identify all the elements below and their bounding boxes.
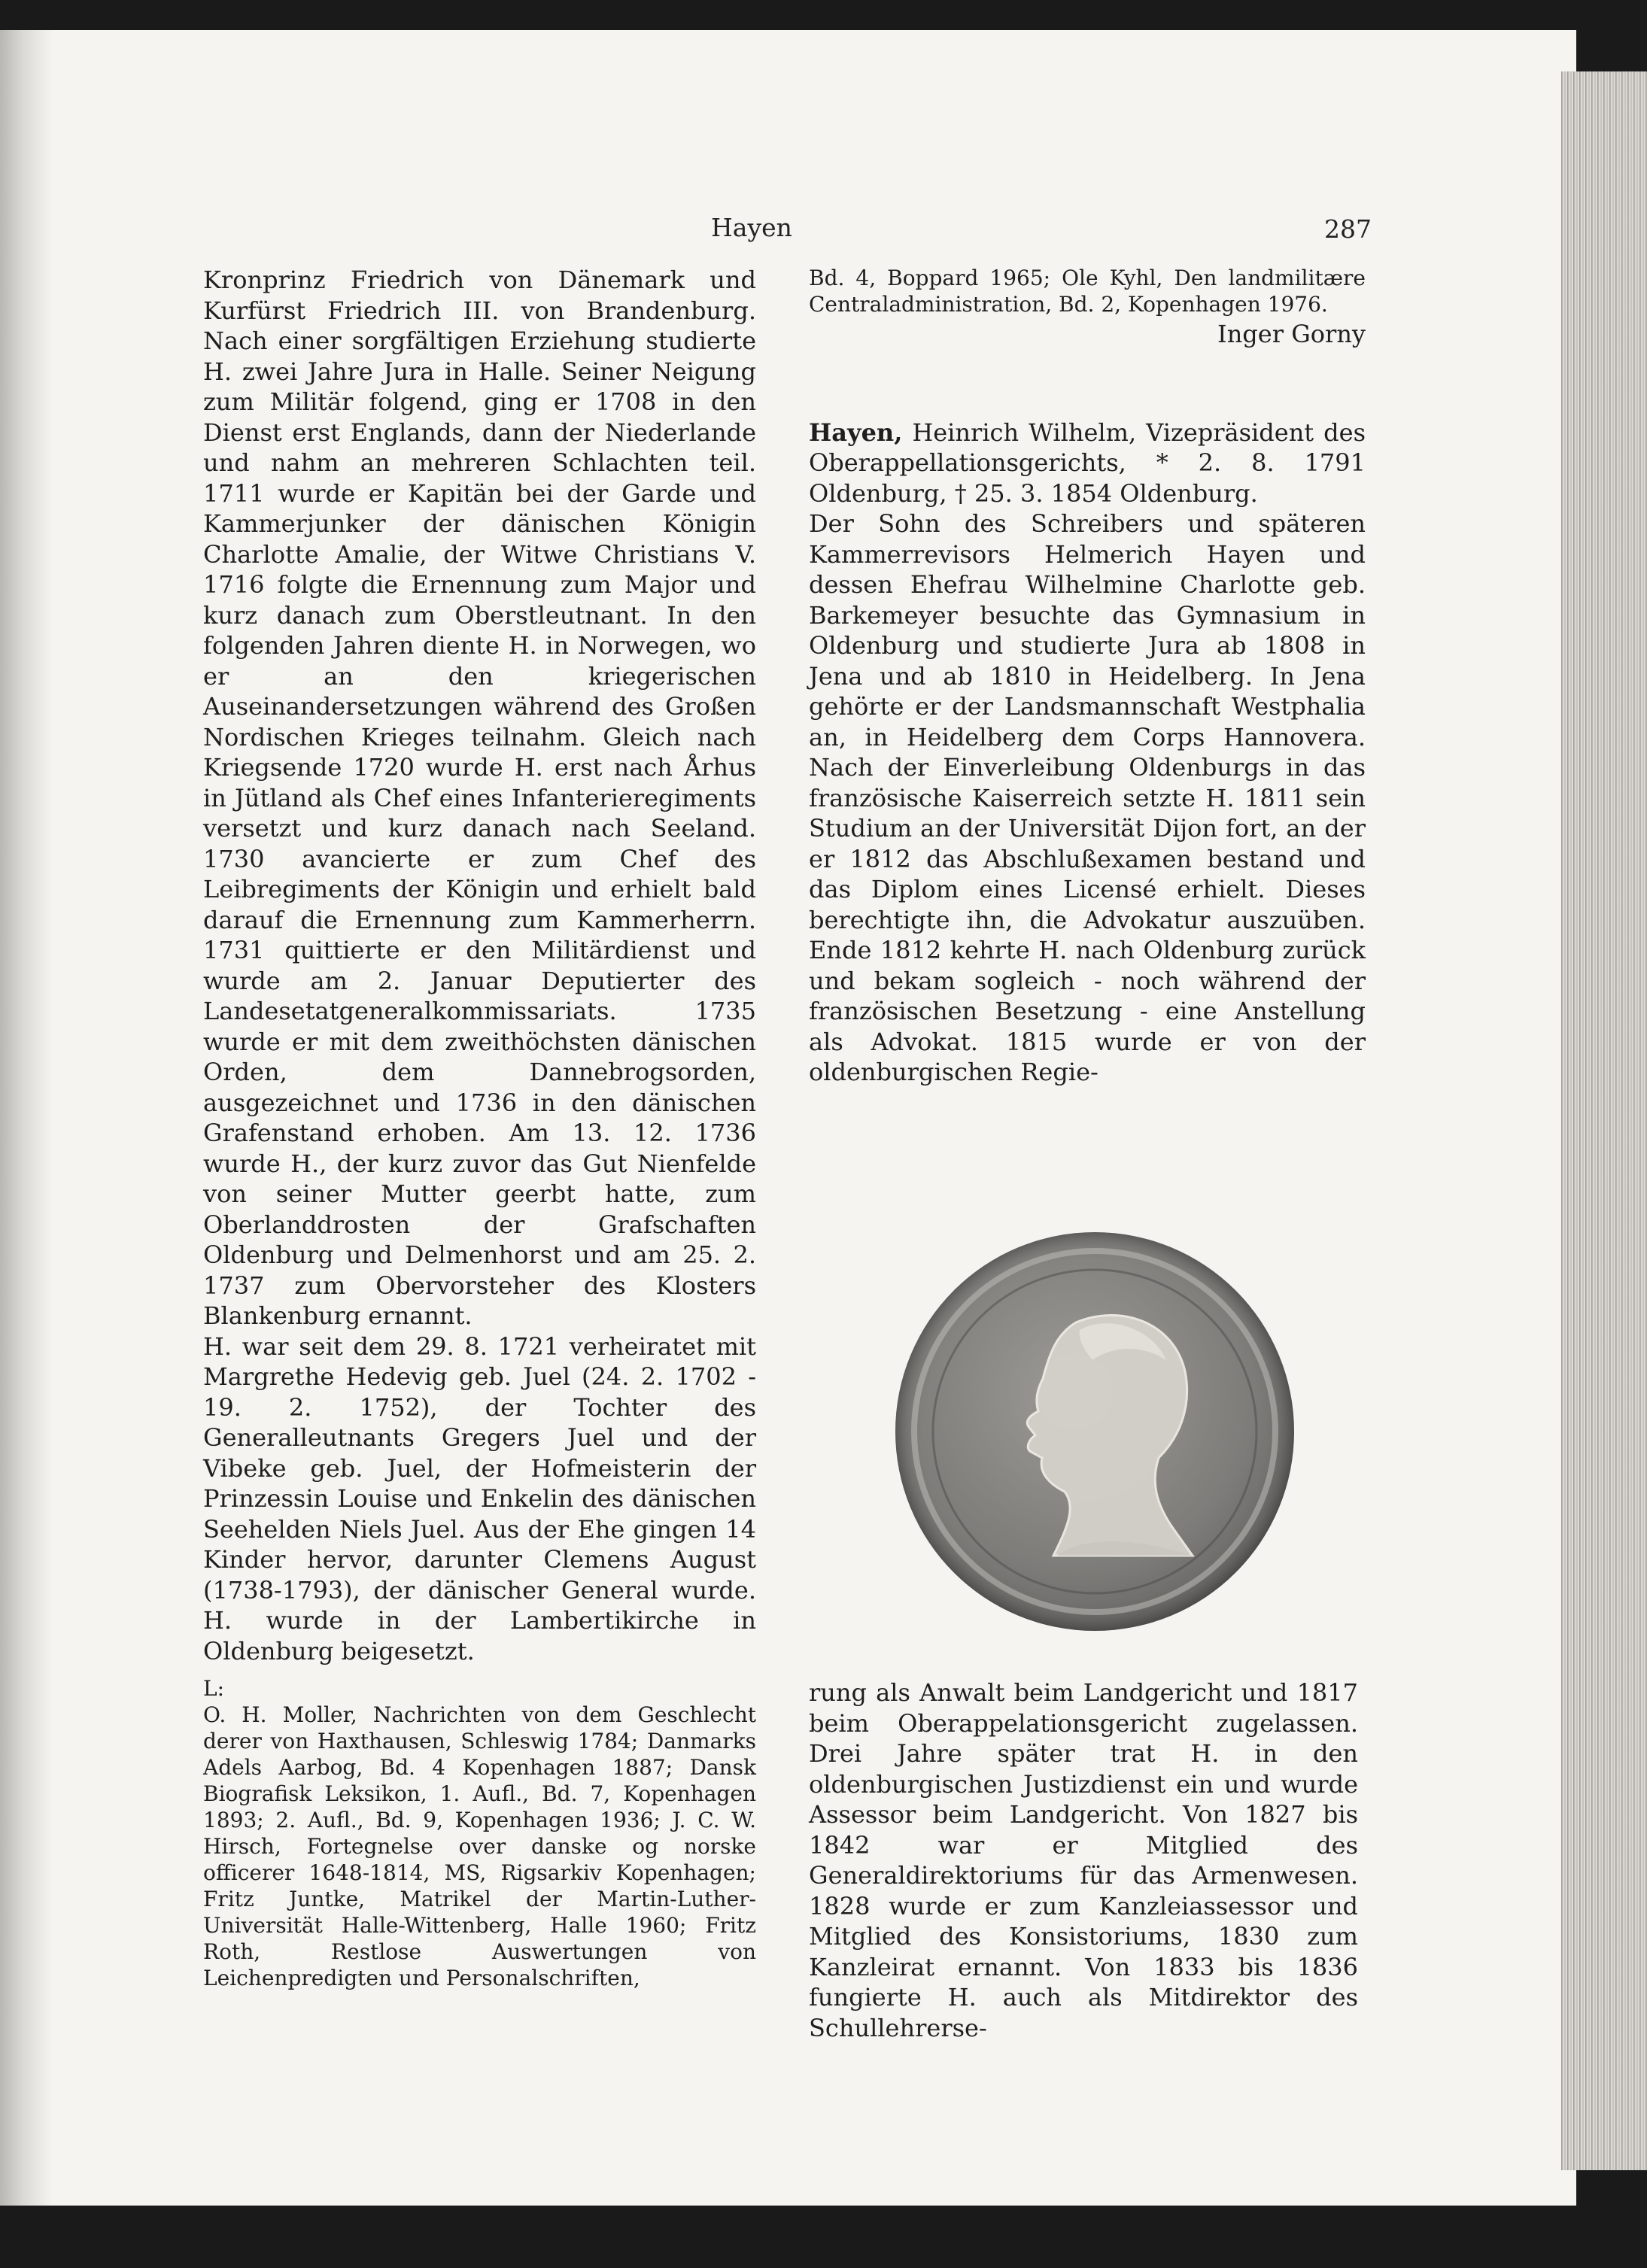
literature-label: L:: [203, 1676, 225, 1701]
page-number: 287: [1324, 214, 1372, 244]
entry-text-continued: rung als Anwalt beim Landgericht und 1817 beim Oberappelationsgericht zugelassen. Drei Jahre später trat H. in den oldenburgischen Justizdienst ein und wurde Assessor beim Landgericht. Von 1827 bis 1842 war er Mitglied des Generaldirektoriums für das Armenwesen. 1828 wurde er zum Kanzleiassessor und Mitglied des Konsistoriums, 1830 zum Kanzleirat ernannt. Von 1833 bis 1836 fungierte H. auch als Mitdirektor des Schullehrerse-: [809, 1678, 1358, 2042]
literature-continued: Bd. 4, Boppard 1965; Ole Kyhl, Den landmilitære Centraladministration, Bd. 2, Kopenhagen 1976.: [809, 266, 1366, 317]
entry-headword: Hayen,: [809, 417, 903, 447]
right-column-bottom: [809, 1677, 1358, 2043]
body-paragraph: H. war seit dem 29. 8. 1721 verheiratet mit Margrethe Hedevig geb. Juel (24. 2. 1702 - 19. 2. 1752), der Tochter des Generalleutnants Gregers Juel und der Vibeke geb. Juel, der Hofmeisterin der Prinzessin Louise und Enkelin des dänischen Seehelden Niels Juel. Aus der Ehe gingen 14 Kinder hervor, darunter Clemens August (1738-1793), der dänischer General wurde. H. wurde in der Lambertikirche in Oldenburg beigesetzt.: [203, 1331, 756, 1665]
entry-header: [809, 417, 1366, 509]
body-paragraph: Kronprinz Friedrich von Dänemark und Kurfürst Friedrich III. von Brandenburg. Nach einer sorgfältigen Erziehung studierte H. zwei Jahre Jura in Halle. Seiner Neigung zum Militär folgend, ging er 1708 in den Dienst erst Englands, dann der Niederlande und nahm an mehreren Schlachten teil. 1711 wurde er Kapitän bei der Garde und Kammerjunker der dänischen Königin Charlotte Amalie, der Witwe Christians V. 1716 folgte die Ernennung zum Major und kurz danach zum Oberstleutnant. In den folgenden Jahren diente H. in Norwegen, wo er an den kriegerischen Auseinandersetzungen während des Großen Nordischen Krieges teilnahm. Gleich nach Kriegsende 1720 wurde H. erst nach Århus in Jütland als Chef eines Infanterieregiments versetzt und kurz danach nach Seeland. 1730 avancierte er zum Chef des Leibregiments der Königin und erhielt bald darauf die Ernennung zum Kammerherrn. 1731 quittierte er den Militärdienst und wurde am 2. Januar Deputierter des Landesetatgeneralkommissariats. 1735 wurde er mit dem zweithöchsten dänischen Orden, dem Dannebrogsorden, ausgezeichnet und 1736 in den dänischen Grafenstand erhoben. Am 13. 12. 1736 wurde H., der kurz zuvor das Gut Nienfelde von seiner Mutter geerbt hatte, zum Oberlanddrosten der Grafschaften Oldenburg und Delmenhorst und am 25. 2. 1737 zum Obervorsteher des Klosters Blankenburg ernannt.: [203, 266, 756, 1330]
literature-list: O. H. Moller, Nachrichten von dem Geschlecht derer von Haxthausen, Schleswig 1784; Danmarks Adels Aarbog, Bd. 4 Kopenhagen 1887; Dansk Biografisk Leksikon, 1. Aufl., Bd. 7, Kopenhagen 1893; 2. Aufl., Bd. 9, Kopenhagen 1936; J. C. W. Hirsch, Fortegnelse over danske og norske officerer 1648-1814, MS, Rigsarkiv Kopenhagen; Fritz Juntke, Matrikel der Martin-Luther-Universität Halle-Wittenberg, Halle 1960; Fritz Roth, Restlose Auswertungen von Leichenpredigten und Personalschriften,: [203, 1702, 756, 1990]
entry-separator: [809, 350, 1366, 417]
profile-relief-icon: [895, 1232, 1294, 1631]
page-edges: [1561, 71, 1647, 2170]
right-column-top: [809, 265, 1366, 1088]
left-column: [203, 265, 756, 1991]
page-gutter: [0, 30, 53, 2206]
entry-intro: Heinrich Wilhelm, Vizepräsident des Oberappellationsgerichts, * 2. 8. 1791 Oldenburg, † 25. 3. 1854 Oldenburg.: [809, 417, 1366, 508]
running-head: Hayen: [711, 213, 792, 242]
author-name: Inger Gorny: [1217, 320, 1366, 348]
portrait-medallion: [895, 1232, 1294, 1631]
entry-text: Der Sohn des Schreibers und späteren Kammerrevisors Helmerich Hayen und dessen Ehefrau Wilhelmine Charlotte geb. Barkemeyer besuchte das Gymnasium in Oldenburg und studierte Jura ab 1808 in Jena und ab 1810 in Heidelberg. In Jena gehörte er der Landsmannschaft Westphalia an, in Heidelberg dem Corps Hannovera. Nach der Einverleibung Oldenburgs in das französische Kaiserreich setzte H. 1811 sein Studium an der Universität Dijon fort, an der er 1812 das Abschlußexamen bestand und das Diplom eines Licensé erhielt. Dieses berechtigte ihn, die Advokatur auszuüben. Ende 1812 kehrte H. nach Oldenburg zurück und bekam sogleich - noch während der französischen Besetzung - eine Anstellung als Advokat. 1815 wurde er von der oldenburgischen Regie-: [809, 509, 1366, 1086]
